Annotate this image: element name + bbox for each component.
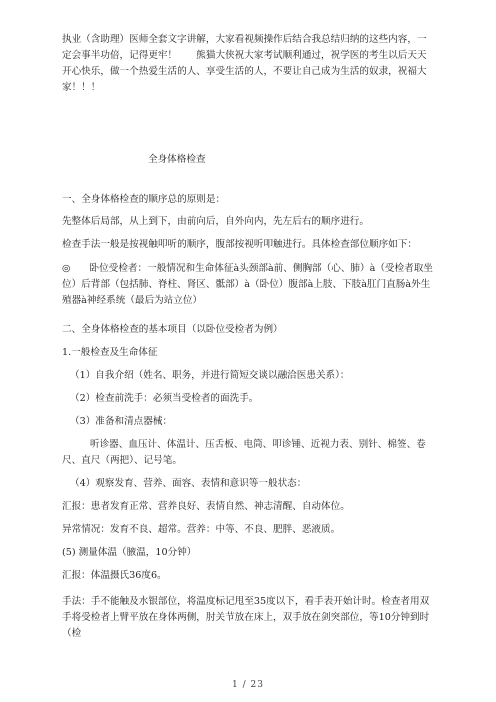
section-1-paragraph-2: 检查手法一般是按视触叩听的顺序，腹部按视听叩触进行。具体检查部位顺序如下：: [62, 239, 417, 250]
section-2-report: 汇报：患者发育正常、营养良好、表情自然、神志清醒、自动体位。: [62, 501, 350, 512]
section-2-method: 手法：手不能触及水银部位，将温度标记甩至35度以下，看手表开始计时。检查者用双手将受检者上臂平放在身体两侧，肘关节放在床上，双手放在剑突部位，等10分钟到时（检: [62, 596, 430, 639]
section-2-item-1: （1）自我介绍（姓名、职务，并进行简短交谈以融洽医患关系）：: [70, 370, 350, 381]
section-2-report-temperature: 汇报：体温摄氏36度6。: [62, 570, 167, 581]
section-1-paragraph-1: 先整体后局部，从上到下，由前向后，自外向内，先左后右的顺序进行。: [62, 216, 369, 227]
intro-paragraph: 执业（含助理）医师全套文字讲解，大家看视频操作后结合我总结归纳的这些内容，一定会事半功倍，记得更牢！ 熊猫大侠祝大家考试顺利通过，祝学医的考生以后天天开心快乐，做一个热爱生活的人、享受生活的人，不要让自己成为生活的奴隶，祝福大家！！！: [62, 34, 427, 93]
section-2-item-5: (5) 测量体温（腋温，10分钟）: [62, 547, 197, 558]
section-1-paragraph-3: ◎ 卧位受检者：一般情况和生命体征à头颈部à前、侧胸部（心、肺）à（受检者取坐位）后背部（包括肺、脊柱、肾区、骶部）à（卧位）腹部à上肢、下肢à肛门直肠à外生殖器à神经系统（最后为站立位）: [62, 263, 433, 306]
section-2-item-3: （3）准备和清点器械：: [70, 416, 173, 427]
section-2-heading: 二、全身体格检查的基本项目（以卧位受检者为例）: [62, 324, 283, 335]
section-2-subheading: 1.一般检查及生命体征: [62, 347, 158, 358]
page-title: 全身体格检查: [148, 154, 206, 165]
section-2-abnormal: 异常情况：发育不良、超常。营养：中等、不良、肥胖、恶液质。: [62, 524, 341, 535]
section-2-item-4: （4）观察发育、营养、面容、表情和意识等一般状态：: [70, 478, 307, 489]
page-number: 1 / 23: [232, 680, 264, 690]
section-1-heading: 一、全身体格检查的顺序总的原则是：: [62, 194, 226, 205]
section-2-item-3-detail: 听诊器、血压计、体温计、压舌板、电筒、叩诊锤、近视力表、别针、棉签、卷尺、直尺（两把）、记号笔。: [62, 439, 426, 466]
section-2-item-2: （2）检查前洗手：必须当受检者的面洗手。: [70, 393, 259, 404]
